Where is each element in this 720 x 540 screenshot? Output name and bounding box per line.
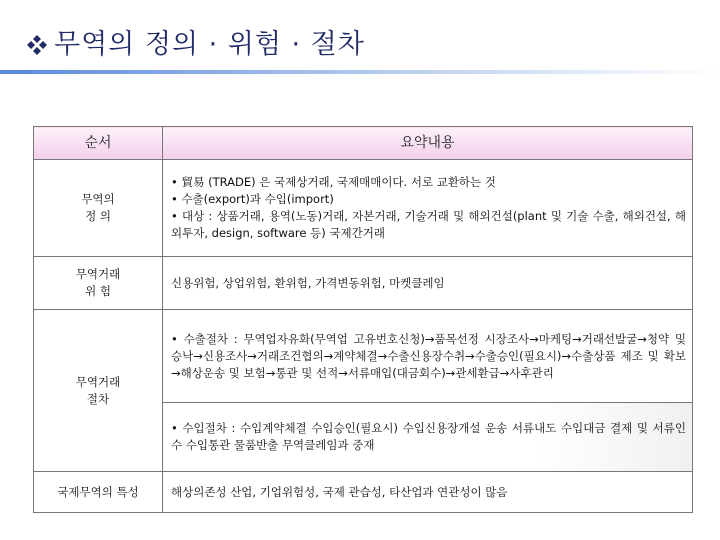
- content-line: • 수출절차 : 무역업자유화(무역업 고유번호신청)→품목선정 시장조사→마케팅→거래선발굴→청약 및 승낙→신용조사→거래조건협의→계약체결→수출신용장수취→수출승인(필요시)→수출상품 제조 및 확보→해상운송 및 보험→통관 및 선적→서류매입(대금회수)→관세환급→사후관리: [171, 331, 686, 380]
- table-row-procedure: [34, 310, 693, 403]
- content-line: 신용위험, 상업위험, 환위험, 가격변동위험, 마켓클레임: [171, 275, 445, 290]
- table-row-definition: [34, 160, 693, 257]
- table-header-row: [34, 127, 693, 160]
- table-row-risk: [34, 257, 693, 310]
- row-label: 무역거래 위 험: [34, 257, 163, 310]
- content-line: 해상의존성 산업, 기업위험성, 국제 관습성, 타산업과 연관성이 많음: [171, 484, 508, 499]
- row-label: 국제무역의 특성: [34, 472, 163, 513]
- row-content: [163, 403, 693, 472]
- header-order: 순서: [34, 127, 163, 160]
- row-label: 무역의 정 의: [34, 160, 163, 257]
- header-summary: 요약내용: [163, 127, 693, 160]
- content-line: • 수출(export)과 수입(import): [171, 192, 334, 206]
- table-row-characteristics: [34, 472, 693, 513]
- row-label: 무역거래 절차: [34, 310, 163, 472]
- title-underline: [0, 70, 720, 74]
- summary-table: [33, 126, 693, 513]
- content-line: • 수입절차 : 수입계약체결 수입승인(필요시) 수입신용장개설 운송 서류내도 수입대금 결제 및 서류인수 수입통관 물품반출 무역클레임과 중재: [171, 421, 686, 452]
- content-line: • 대상 : 상품거래, 용역(노동)거래, 자본거래, 기술거래 및 해외건설(plant 및 기술 수출, 해외건설, 해외투자, design, software 등) 국제간거래: [171, 209, 686, 240]
- title-bar: [0, 0, 720, 80]
- row-content: [163, 472, 693, 513]
- row-content: [163, 310, 693, 403]
- row-content: [163, 160, 693, 257]
- content-line: • 貿易 (TRADE) 은 국제상거래, 국제매매이다. 서로 교환하는 것: [171, 175, 496, 189]
- page-title-text: 무역의 정의 · 위험 · 절차: [54, 29, 365, 60]
- page-title: [26, 22, 365, 63]
- four-diamond-bullet-icon: [26, 32, 48, 63]
- row-content: [163, 257, 693, 310]
